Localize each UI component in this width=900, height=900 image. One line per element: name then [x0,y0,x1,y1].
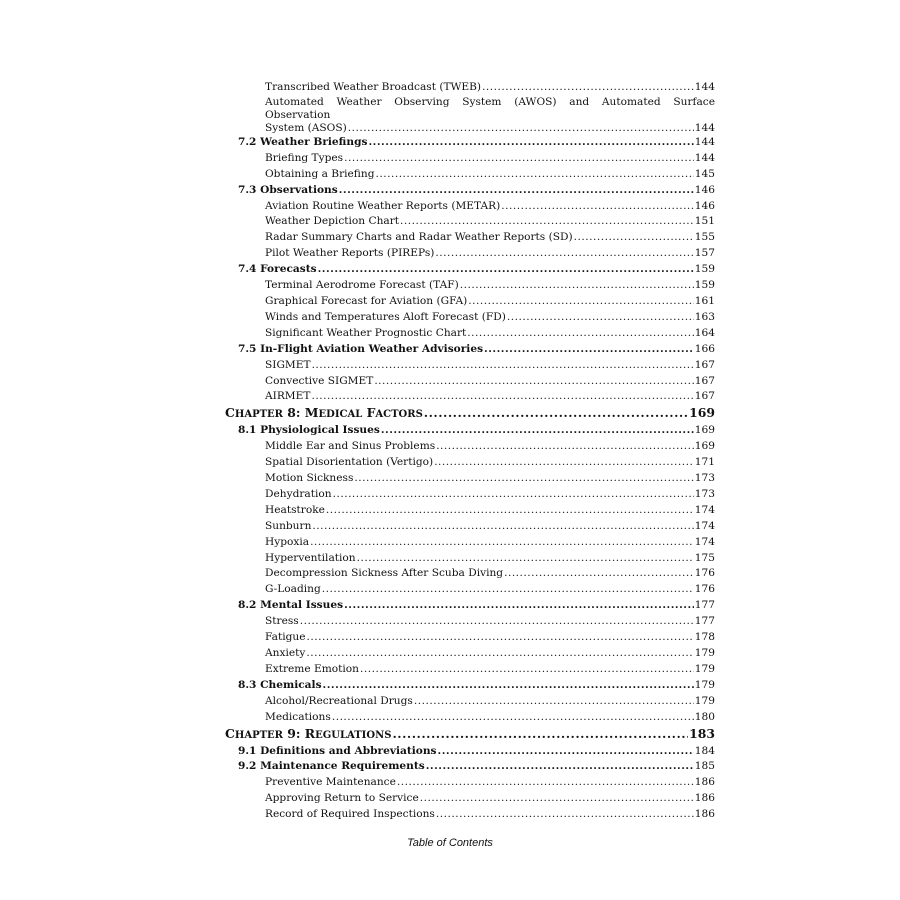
toc-section[interactable] [225,262,715,278]
toc-entry[interactable] [225,662,715,678]
toc-entry-label: G-Loading [265,583,321,596]
toc-entry[interactable] [225,326,715,342]
dot-leader [504,566,694,582]
toc-page-number: 173 [694,487,715,500]
toc-entry-label: System (ASOS) [265,121,347,134]
dot-leader [318,262,694,278]
toc-page-number: 186 [694,808,715,821]
dot-leader [436,439,694,455]
toc-page-number: 173 [694,472,715,485]
toc-entry-label: Decompression Sickness After Scuba Diving [265,567,504,580]
toc-page-number: 159 [694,279,715,292]
toc-entry-label: Significant Weather Prognostic Chart [265,326,467,339]
toc-entry[interactable] [225,389,715,405]
dot-leader [460,278,694,294]
toc-entry[interactable] [225,630,715,646]
toc-section[interactable] [225,135,715,151]
toc-section[interactable] [225,423,715,439]
toc-page-number: 176 [694,567,715,580]
toc-entry-label: Weather Depiction Chart [265,215,400,228]
toc-entry-label: Anxiety [265,647,306,659]
dot-leader [344,598,694,614]
toc-page-number: 145 [694,167,715,180]
toc-chapter-8[interactable] [225,405,715,423]
toc-entry[interactable] [225,439,715,455]
toc-page-number: 167 [694,390,715,403]
toc-page-number: 171 [694,456,715,469]
toc-entry-label: Terminal Aerodrome Forecast (TAF) [265,279,459,292]
dot-leader [344,151,694,167]
toc-entry[interactable] [225,455,715,471]
toc-entry-label: AIRMET [265,390,311,403]
toc-entry-label: Extreme Emotion [265,662,359,675]
toc-entry-label: Sunburn [265,519,312,532]
toc-page-number: 179 [694,678,715,691]
toc-page-number: 159 [694,263,715,276]
dot-leader [375,167,693,183]
toc-page-number: 167 [694,374,715,387]
toc-page-number: 179 [694,662,715,675]
toc-page-number: 144 [694,81,715,93]
toc-section[interactable] [225,598,715,614]
dot-leader [357,551,694,567]
toc-section-label: 8.2 Mental Issues [238,599,344,612]
toc-section[interactable] [225,744,715,760]
toc-entry-label: Record of Required Inspections [265,808,435,821]
dot-leader [381,423,694,439]
dot-leader [438,744,694,760]
toc-section-label: 7.5 In-Flight Aviation Weather Advisories [238,342,484,355]
toc-entry-label: Dehydration [265,487,332,500]
dot-leader [436,807,694,823]
toc-page-number: 166 [694,342,715,355]
toc-entry[interactable] [225,535,715,551]
toc-page-number: 179 [694,694,715,707]
toc-entry[interactable] [225,791,715,807]
toc-entry-label: SIGMET [265,358,311,371]
toc-page-number: 144 [694,121,715,134]
toc-entry-label: Hyperventilation [265,551,356,564]
toc-section[interactable] [225,342,715,358]
dot-leader [400,214,694,230]
toc-entry[interactable] [225,310,715,326]
toc-entry-label: Pilot Weather Reports (PIREPs) [265,247,435,260]
toc-page-number: 186 [694,776,715,789]
dot-leader [300,614,694,630]
toc-entry[interactable] [225,775,715,791]
dot-leader [501,199,693,215]
dot-leader [354,471,693,487]
toc-entry-label: Spatial Disorientation (Vertigo) [265,456,434,469]
toc-entry[interactable] [225,230,715,246]
toc-page-number: 178 [694,631,715,644]
dot-leader [310,535,694,551]
toc-entry[interactable] [225,710,715,726]
toc-page-number: 163 [694,310,715,323]
toc-page-number: 176 [694,583,715,596]
toc-entry-label: Medications [265,710,331,723]
toc-page-number: 169 [689,405,715,421]
toc-entry[interactable] [225,582,715,598]
toc-page-number: 186 [694,792,715,805]
toc-entry-label: Fatigue [265,631,306,644]
dot-leader [374,374,693,390]
toc-page-number: 155 [694,231,715,244]
toc-page-number: 169 [694,440,715,453]
toc-entry-label: Middle Ear and Sinus Problems [265,440,436,453]
toc-entry-label: Automated Weather Observing System (AWOS) and Automated Surface Observation [265,95,715,121]
toc-entry[interactable] [225,278,715,294]
toc-section-label: 7.3 Observations [238,183,338,196]
toc-page-number: 174 [694,503,715,516]
dot-leader [323,678,694,694]
toc-page-number: 169 [694,424,715,437]
toc-entry[interactable] [225,551,715,567]
toc-entry-label: Graphical Forecast for Aviation (GFA) [265,294,468,307]
toc-entry-label: Transcribed Weather Broadcast (TWEB) [265,81,482,93]
toc-page-number: 161 [694,294,715,307]
toc-entry-label: Approving Return to Service [265,792,419,805]
toc-entry[interactable] [225,487,715,503]
toc-page-number: 177 [694,599,715,612]
toc-entry[interactable] [225,199,715,215]
dot-leader [322,582,694,598]
toc-page-number: 185 [694,760,715,773]
toc-entry[interactable] [225,566,715,582]
toc-entry-label: Preventive Maintenance [265,776,396,789]
toc-page-number: 167 [694,358,715,371]
table-of-contents [225,80,715,823]
toc-entry[interactable] [225,151,715,167]
toc-section[interactable] [225,678,715,694]
dot-leader [482,80,694,96]
dot-leader [467,326,693,342]
toc-page-number: 174 [694,535,715,548]
toc-entry-label: Motion Sickness [265,472,354,485]
dot-leader [426,759,694,775]
toc-entry[interactable] [225,694,715,710]
dot-leader [468,294,693,310]
toc-page-number: 184 [694,744,715,757]
toc-entry[interactable] [225,167,715,183]
toc-page-number: 146 [694,199,715,212]
toc-entry[interactable] [225,358,715,374]
dot-leader [311,389,693,405]
dot-leader [312,519,693,535]
dot-leader [420,791,694,807]
dot-leader [435,246,693,262]
toc-section-label: 9.2 Maintenance Requirements [238,760,425,773]
toc-page-number: 157 [694,247,715,260]
toc-entry-label: Convective SIGMET [265,374,374,387]
toc-chapter-9[interactable] [225,726,715,744]
toc-entry[interactable] [225,246,715,262]
toc-entry[interactable] [225,614,715,630]
dot-leader [392,726,688,742]
toc-page-number: 144 [694,135,715,148]
toc-entry-label: Obtaining a Briefing [265,167,375,180]
dot-leader [360,662,694,678]
toc-page-number: 179 [694,647,715,659]
toc-section-label: 7.4 Forecasts [238,263,317,276]
toc-entry[interactable] [225,503,715,519]
toc-entry-label: Briefing Types [265,151,344,164]
dot-leader [434,455,694,471]
dot-leader [574,230,694,246]
toc-entry[interactable] [225,294,715,310]
toc-entry-label: Winds and Temperatures Aloft Forecast (FD) [265,310,506,323]
toc-entry[interactable] [225,519,715,535]
dot-leader [507,310,694,326]
toc-entry[interactable] [225,96,715,135]
dot-leader [348,122,694,135]
toc-page-number: 164 [694,326,715,339]
toc-page-number: 146 [694,183,715,196]
dot-leader [312,358,694,374]
dot-leader [333,487,694,503]
toc-entry[interactable] [225,214,715,230]
toc-entry[interactable] [225,471,715,487]
dot-leader [414,694,694,710]
toc-chapter-label: CHAPTER 9: REGULATIONS [225,725,392,741]
toc-entry[interactable] [225,80,715,96]
toc-page-number: 144 [694,151,715,164]
dot-leader [332,710,694,726]
toc-section-label: 7.2 Weather Briefings [238,135,368,148]
toc-section-label: 8.3 Chemicals [238,678,322,691]
dot-leader [326,503,694,519]
toc-chapter-label: CHAPTER 8: MEDICAL FACTORS [225,405,423,421]
dot-leader [484,342,694,358]
dot-leader [306,646,693,662]
toc-section-label: 8.1 Physiological Issues [238,424,380,437]
toc-entry-label: Hypoxia [265,535,310,548]
toc-page-number: 151 [694,215,715,228]
dot-leader [424,405,688,421]
toc-page-number: 180 [694,710,715,723]
toc-section[interactable] [225,759,715,775]
toc-entry-label: Alcohol/Recreational Drugs [265,694,413,707]
toc-entry[interactable] [225,807,715,823]
dot-leader [368,135,693,151]
toc-entry-label: Aviation Routine Weather Reports (METAR) [265,199,501,212]
toc-entry[interactable] [225,646,715,662]
toc-entry-label: Stress [265,615,299,628]
page-footer: Table of Contents [407,837,493,849]
toc-entry[interactable] [225,374,715,390]
dot-leader [306,630,693,646]
toc-section[interactable] [225,183,715,199]
toc-page-number: 175 [694,551,715,564]
toc-page-number: 177 [694,615,715,628]
toc-page-number: 183 [689,725,715,741]
toc-section-label: 9.1 Definitions and Abbreviations [238,744,437,757]
toc-entry-label: Radar Summary Charts and Radar Weather Reports (SD) [265,231,573,244]
dot-leader [339,183,694,199]
toc-entry-label: Heatstroke [265,503,325,516]
dot-leader [397,775,694,791]
toc-page-number: 174 [694,519,715,532]
